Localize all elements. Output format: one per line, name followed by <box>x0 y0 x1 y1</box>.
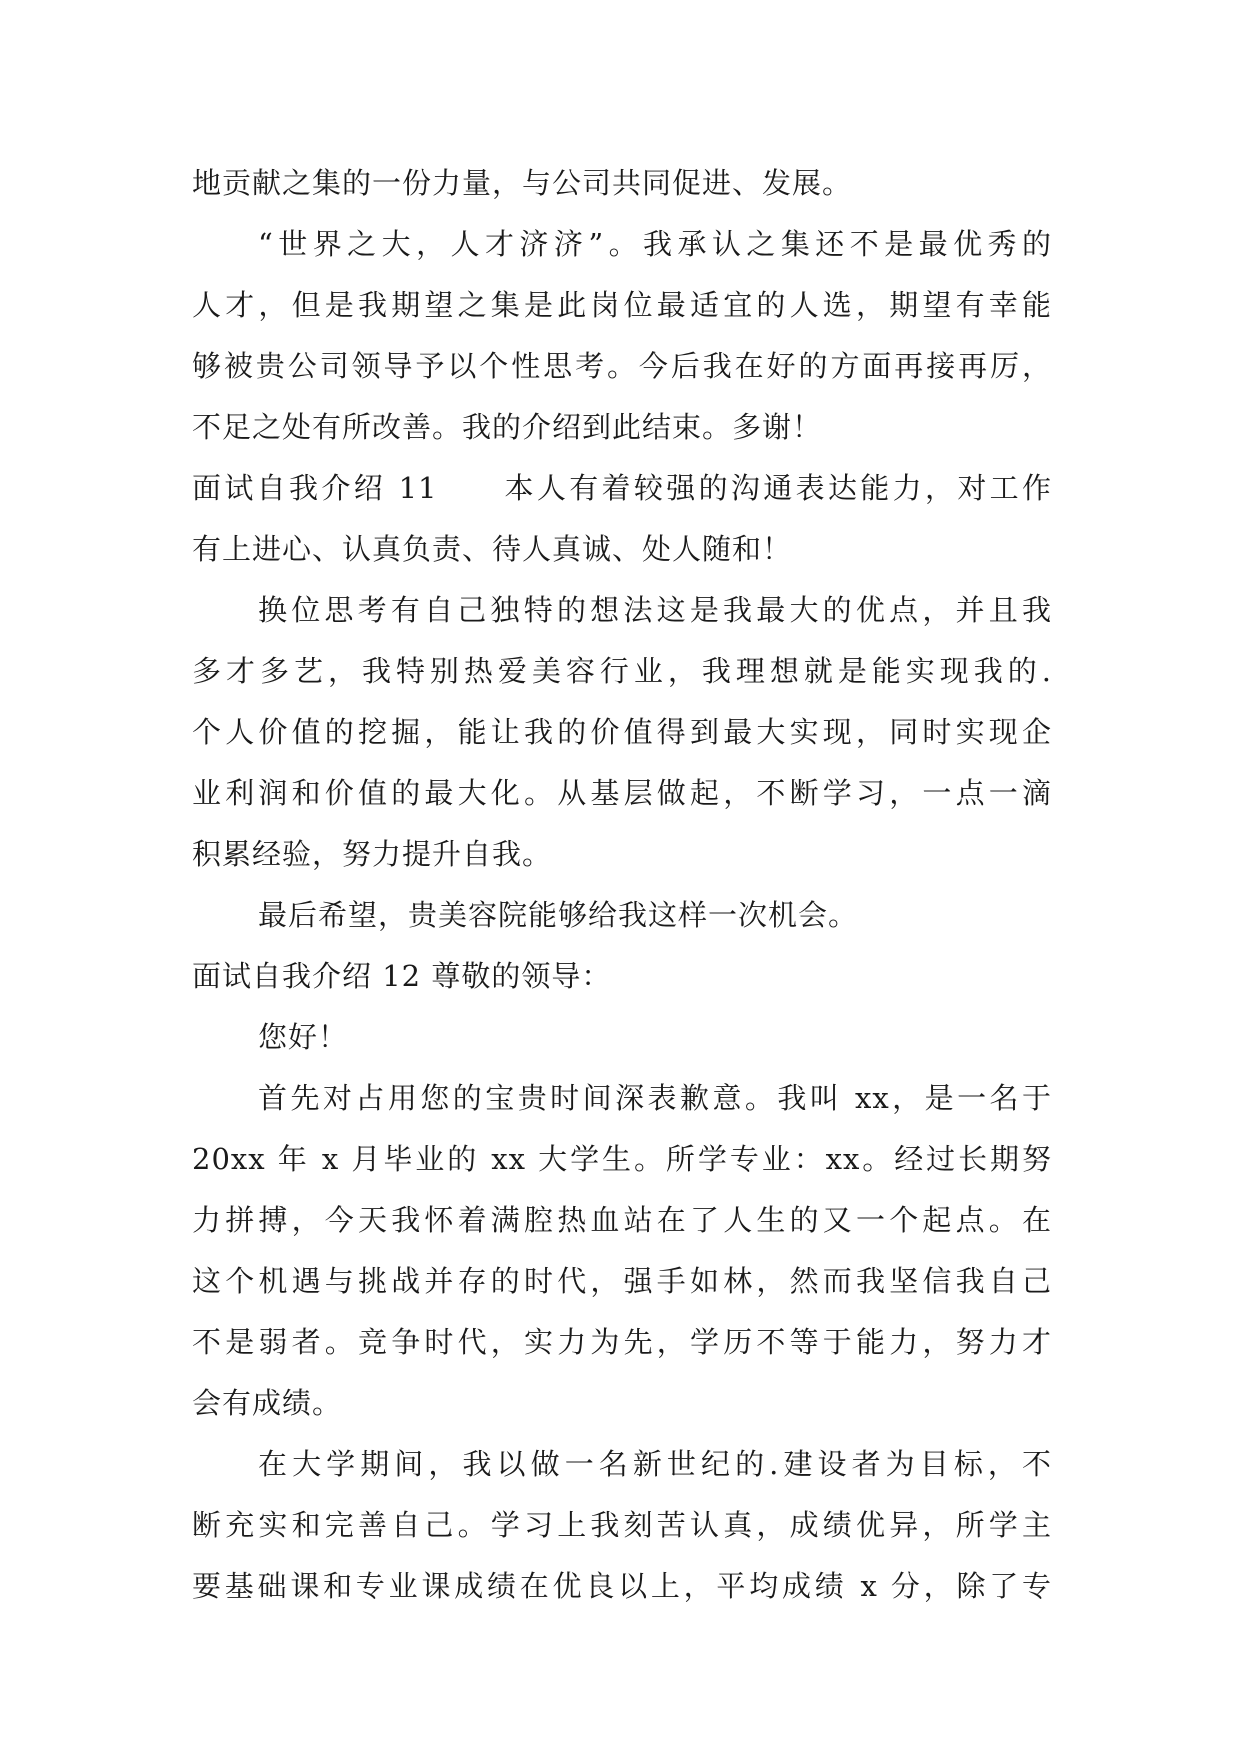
text-line: 在大学期间，我以做一名新世纪的.建设者为目标，不 <box>258 1447 1052 1481</box>
text-line: 20xx 年 x 月毕业的 xx 大学生。所学专业：xx。经过长期努 <box>192 1142 1052 1176</box>
text-line: 这个机遇与挑战并存的时代，强手如林，然而我坚信我自己 <box>192 1264 1052 1298</box>
text-line: 断充实和完善自己。学习上我刻苦认真，成绩优异，所学主 <box>192 1508 1052 1542</box>
text-line: 会有成绩。 <box>192 1386 343 1420</box>
text-line: 多才多艺，我特别热爱美容行业，我理想就是能实现我的. <box>192 654 1052 688</box>
text-line: 不是弱者。竞争时代，实力为先，学历不等于能力，努力才 <box>192 1325 1052 1359</box>
greeting-line: 您好！ <box>258 1020 349 1054</box>
text-line: 有上进心、认真负责、待人真诚、处人随和！ <box>192 532 793 566</box>
text-line: 力拼搏，今天我怀着满腔热血站在了人生的又一个起点。在 <box>192 1203 1052 1237</box>
text-line: 业利润和价值的最大化。从基层做起，不断学习，一点一滴 <box>192 776 1052 810</box>
text-line: 换位思考有自己独特的想法这是我最大的优点，并且我 <box>258 593 1052 627</box>
text-line: 地贡献之集的一份力量，与公司共同促进、发展。 <box>192 166 853 200</box>
text-line: 不足之处有所改善。我的介绍到此结束。多谢！ <box>192 410 823 444</box>
text-line: 积累经验，努力提升自我。 <box>192 837 553 871</box>
text-line: 个人价值的挖掘，能让我的价值得到最大实现，同时实现企 <box>192 715 1052 749</box>
text-line: 最后希望，贵美容院能够给我这样一次机会。 <box>258 898 859 932</box>
text-line: “世界之大，人才济济”。我承认之集还不是最优秀的 <box>258 227 1052 261</box>
text-line: 要基础课和专业课成绩在优良以上，平均成绩 x 分，除了专 <box>192 1569 1052 1603</box>
text-line: 人才，但是我期望之集是此岗位最适宜的人选，期望有幸能 <box>192 288 1052 322</box>
text-line: 首先对占用您的宝贵时间深表歉意。我叫 xx，是一名于 <box>258 1081 1052 1115</box>
section-heading-line: 面试自我介绍 12 尊敬的领导： <box>192 959 612 993</box>
section-heading-line: 面试自我介绍 11 本人有着较强的沟通表达能力，对工作 <box>192 471 1052 505</box>
text-line: 够被贵公司领导予以个性思考。今后我在好的方面再接再厉， <box>192 349 1052 383</box>
